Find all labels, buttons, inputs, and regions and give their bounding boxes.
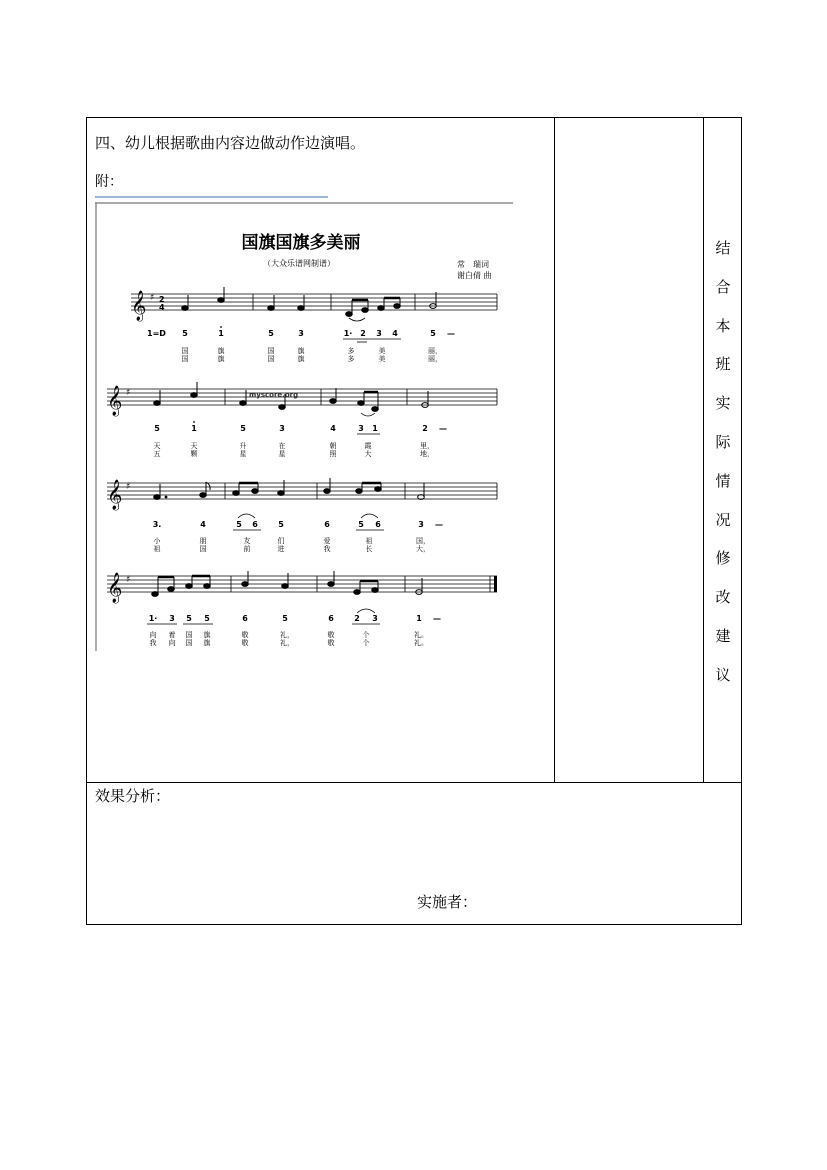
jianpu-note: 6 xyxy=(242,614,248,623)
jianpu-note: 5 xyxy=(182,329,188,338)
jianpu-note: 2 xyxy=(354,614,360,623)
lyric: 进 xyxy=(277,545,285,553)
jianpu-note: 5 xyxy=(154,424,160,433)
side-char: 修 xyxy=(715,549,731,568)
svg-text:4: 4 xyxy=(159,303,165,312)
lyric: 爱 xyxy=(323,537,331,545)
lyric: 旗 xyxy=(297,347,305,355)
jianpu-note: 5 xyxy=(240,424,246,433)
lyric: 敬 xyxy=(327,639,335,647)
lyric: 敬 xyxy=(241,639,249,647)
jianpu-note: 3 xyxy=(376,329,382,338)
activity-step-text: 四、幼儿根据歌曲内容边做动作边演唱。 xyxy=(95,134,366,152)
svg-text:2: 2 xyxy=(159,295,165,304)
lyric: 里， xyxy=(420,442,434,450)
treble-clef-icon: 𝄞 xyxy=(131,291,147,321)
lyric: 国 xyxy=(185,639,193,647)
jianpu-note: 5 xyxy=(430,329,436,338)
jianpu-note: 4 xyxy=(392,329,398,338)
jianpu-note: 4 xyxy=(330,424,336,433)
side-char: 结 xyxy=(715,239,731,257)
jianpu-note: 5 xyxy=(278,520,284,529)
jianpu-note: 2 xyxy=(360,329,366,338)
key-signature: 1=D xyxy=(147,329,166,338)
lyric: 丽， xyxy=(428,355,442,363)
jianpu-note: — xyxy=(439,424,447,433)
lyric: 敬 xyxy=(241,631,249,639)
lyric: 升 xyxy=(239,442,247,450)
lyric: 天 xyxy=(153,442,161,450)
side-char: 议 xyxy=(715,665,731,684)
lyric: 美 xyxy=(378,347,386,355)
side-char: 班 xyxy=(715,355,731,374)
lyric: 敬 xyxy=(327,631,335,639)
svg-text:♯: ♯ xyxy=(126,482,131,492)
lyric: 丽， xyxy=(428,347,442,355)
jianpu-note: 3 xyxy=(372,614,378,623)
lyric: 前 xyxy=(243,545,251,553)
lyric: 大， xyxy=(416,545,430,553)
jianpu-note: 3 xyxy=(279,424,285,433)
lyric: 颗 xyxy=(190,450,198,458)
staff-row-4 xyxy=(107,571,497,648)
treble-clef-icon: 𝄞 xyxy=(107,573,123,603)
jianpu-note: 3 xyxy=(169,614,175,623)
lyric: 朋 xyxy=(199,537,207,545)
lyric: 国 xyxy=(181,355,189,363)
column-divider-2 xyxy=(703,118,704,782)
lyric: 照 xyxy=(329,450,337,458)
svg-text:♯: ♯ xyxy=(126,388,131,398)
lyric: 国， xyxy=(416,537,430,545)
lyric: 着 xyxy=(168,631,176,639)
lyric: 国 xyxy=(185,631,193,639)
lyric: 旗 xyxy=(217,347,225,355)
jianpu-note: 5 xyxy=(282,614,288,623)
jianpu-note: 6 xyxy=(375,520,381,529)
treble-clef-icon: 𝄞 xyxy=(107,386,123,416)
jianpu-note: — xyxy=(435,520,443,529)
song-title: 国旗国旗多美丽 xyxy=(241,233,361,253)
lyric: 美 xyxy=(378,355,386,363)
lyric: 旗 xyxy=(217,355,225,363)
lesson-table xyxy=(86,117,742,925)
row-divider xyxy=(87,782,741,783)
jianpu-note: 1 xyxy=(372,424,378,433)
lyric: 天 xyxy=(190,442,198,450)
jianpu-note: 5 xyxy=(236,520,242,529)
side-char: 实 xyxy=(715,394,731,413)
lyric: 礼， xyxy=(280,631,294,639)
jianpu-note: 3 xyxy=(358,424,364,433)
lyric: 祖 xyxy=(365,537,373,545)
lyric: 我 xyxy=(323,545,331,553)
staff-row-3 xyxy=(107,478,497,554)
side-char: 际 xyxy=(715,432,731,451)
jianpu-note: 5 xyxy=(204,614,210,623)
sheet-music-svg xyxy=(95,196,515,651)
jianpu-note: — xyxy=(447,329,455,338)
side-char: 改 xyxy=(715,588,731,607)
jianpu-note: 5 xyxy=(186,614,192,623)
sheet-music-image xyxy=(95,196,515,651)
jianpu-note: 3. xyxy=(152,520,162,529)
jianpu-note: 3 xyxy=(418,520,424,529)
lyric: 个 xyxy=(362,631,370,639)
lyric: 在 xyxy=(278,442,286,450)
lyric: 五 xyxy=(153,450,161,458)
jianpu-note: 4 xyxy=(200,520,206,529)
jianpu-note: 2 xyxy=(422,424,428,433)
lyric: 礼。 xyxy=(414,639,428,647)
jianpu-note: 5 xyxy=(268,329,274,338)
lyric: 个 xyxy=(362,639,370,647)
lyric: 祖 xyxy=(153,545,161,553)
lyric: 礼。 xyxy=(414,631,428,639)
jianpu-note: 1· xyxy=(343,329,353,338)
adjustment-notes-column-label xyxy=(705,229,741,695)
svg-text:♯: ♯ xyxy=(150,293,155,303)
lyric: 星 xyxy=(278,450,286,458)
lyric: 长 xyxy=(365,545,373,553)
composer-credit: 谢白倩 曲 xyxy=(457,271,492,280)
lyricist-credit: 常 瑞词 xyxy=(457,260,489,269)
column-divider-1 xyxy=(554,118,555,782)
jianpu-note: 1 xyxy=(218,329,224,338)
lyric: 旗 xyxy=(297,355,305,363)
attachment-label: 附： xyxy=(95,174,123,190)
jianpu-note: 6 xyxy=(328,614,334,623)
lyric: 多 xyxy=(347,355,355,363)
lyric: 大 xyxy=(364,450,372,458)
jianpu-note: 3 xyxy=(298,329,304,338)
side-char: 情 xyxy=(715,471,731,490)
lyric: 国 xyxy=(181,347,189,355)
lyric: 旗 xyxy=(203,631,211,639)
lyric: 们 xyxy=(277,537,285,545)
lyric: 霞 xyxy=(364,442,372,450)
staff-row-1 xyxy=(131,287,497,364)
lyric: 国 xyxy=(267,355,275,363)
side-char: 本 xyxy=(715,316,731,335)
jianpu-note: 6 xyxy=(252,520,258,529)
jianpu-note: 1 xyxy=(416,614,422,623)
treble-clef-icon: 𝄞 xyxy=(107,480,123,510)
lyric: 多 xyxy=(347,347,355,355)
svg-text:♯: ♯ xyxy=(126,575,131,585)
song-source: （大众乐谱网制谱） xyxy=(263,259,335,268)
effect-analysis-label: 效果分析： xyxy=(95,787,171,805)
jianpu-note: — xyxy=(433,614,441,623)
implementer-label: 实施者： xyxy=(417,893,478,911)
lyric: 友 xyxy=(243,537,251,545)
lyric: 朝 xyxy=(329,442,337,450)
lyric: 星 xyxy=(239,450,247,458)
jianpu-note: 1· xyxy=(148,614,158,623)
side-char: 况 xyxy=(715,510,731,529)
lyric: 礼， xyxy=(280,639,294,647)
lyric: 国 xyxy=(199,545,207,553)
lyric: 向 xyxy=(168,639,176,647)
lyric: 我 xyxy=(149,639,157,647)
lyric: 地， xyxy=(420,450,434,458)
side-char: 建 xyxy=(715,626,731,645)
side-char: 合 xyxy=(715,277,731,296)
staff-row-2 xyxy=(107,382,497,459)
lyric: 国 xyxy=(267,347,275,355)
jianpu-note: 6 xyxy=(324,520,330,529)
lyric: 旗 xyxy=(203,639,211,647)
lyric: 向 xyxy=(149,631,157,639)
jianpu-note: 5 xyxy=(358,520,364,529)
lyric: 小 xyxy=(153,537,161,545)
jianpu-note: 1 xyxy=(191,424,197,433)
watermark-text: myscore.org xyxy=(249,391,299,399)
